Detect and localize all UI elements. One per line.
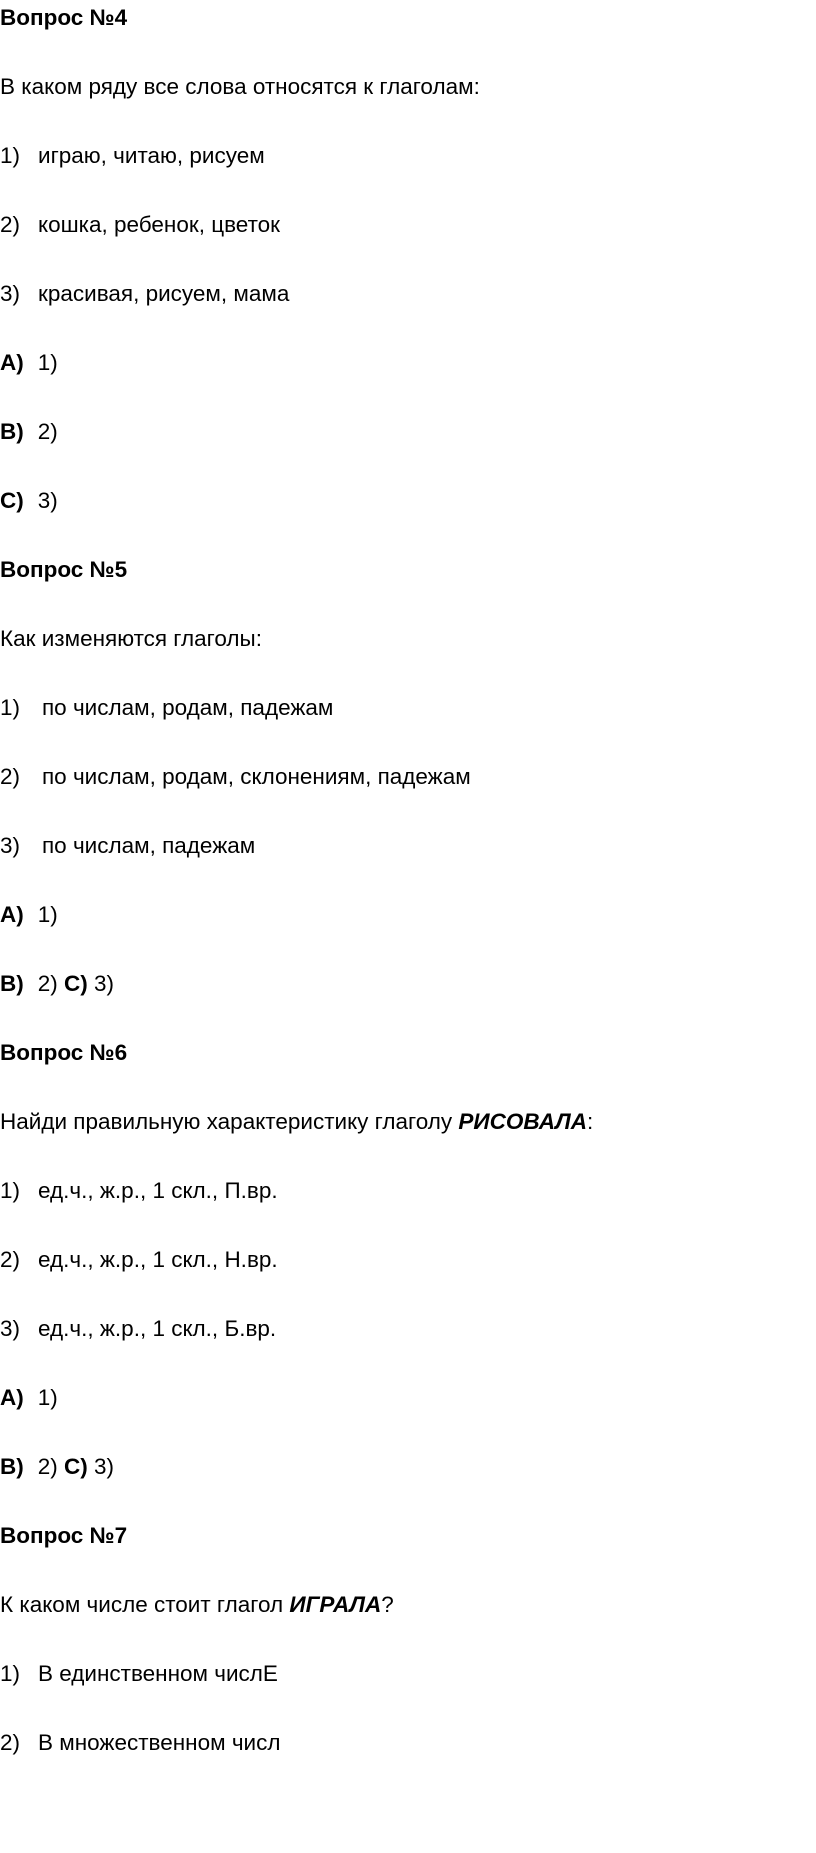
answer-value: 3): [94, 971, 115, 996]
question-5-option-1: [0, 693, 333, 723]
answer-letter: А): [0, 1385, 24, 1410]
answer-value: 1): [37, 350, 58, 375]
answer-value: 2): [37, 1454, 58, 1479]
question-7-option-1: [0, 1659, 278, 1689]
answer-letter: С): [64, 1454, 88, 1479]
prompt-text: К каком числе стоит глагол: [0, 1592, 290, 1617]
option-number: 3): [0, 1316, 21, 1341]
option-number: 2): [0, 1730, 21, 1755]
option-text: ед.ч., ж.р., 1 скл., Н.вр.: [38, 1247, 278, 1272]
option-text: по числам, родам, падежам: [42, 695, 334, 720]
question-5-answer-a: [0, 900, 58, 930]
question-6-option-2: [0, 1245, 278, 1275]
answer-value: 3): [94, 1454, 115, 1479]
question-6-answer-a: [0, 1383, 58, 1413]
answer-letter: А): [0, 902, 24, 927]
answer-letter: В): [0, 419, 24, 444]
question-4-option-3: [0, 279, 289, 309]
answer-value: 2): [37, 419, 58, 444]
prompt-text: Найди правильную характеристику глаголу: [0, 1109, 459, 1134]
answer-letter: В): [0, 1454, 24, 1479]
option-text: кошка, ребенок, цветок: [38, 212, 280, 237]
option-text: В множественном числ: [38, 1730, 281, 1755]
question-6-option-1: [0, 1176, 278, 1206]
option-text: ед.ч., ж.р., 1 скл., П.вр.: [38, 1178, 278, 1203]
prompt-keyword: ИГРАЛА: [289, 1592, 382, 1617]
prompt-punct: :: [586, 1109, 594, 1134]
option-text: ед.ч., ж.р., 1 скл., Б.вр.: [38, 1316, 277, 1341]
question-7-prompt: [0, 1590, 394, 1620]
question-4-answer-b: [0, 417, 58, 447]
answer-letter: А): [0, 350, 24, 375]
prompt-punct: ?: [381, 1592, 394, 1617]
answer-letter: В): [0, 971, 24, 996]
prompt-keyword: РИСОВАЛА: [458, 1109, 587, 1134]
option-text: красивая, рисуем, мама: [38, 281, 290, 306]
answer-value: 3): [37, 488, 58, 513]
question-6-prompt: [0, 1107, 593, 1137]
question-6-option-3: [0, 1314, 276, 1344]
question-7-option-2: [0, 1728, 281, 1758]
option-text: по числам, родам, склонениям, падежам: [42, 764, 471, 789]
question-5-title: Вопрос №5: [0, 557, 128, 582]
option-number: 3): [0, 833, 21, 858]
question-6-answer-bc: [0, 1452, 114, 1482]
question-4-option-2: [0, 210, 280, 240]
answer-value: 1): [37, 1385, 58, 1410]
question-4-answer-c: [0, 486, 58, 516]
question-6-title: Вопрос №6: [0, 1040, 128, 1065]
answer-letter: С): [0, 488, 24, 513]
option-text: В единственном числЕ: [38, 1661, 278, 1686]
question-5-option-3: [0, 831, 255, 861]
question-5-answer-bc: [0, 969, 114, 999]
answer-value: 1): [37, 902, 58, 927]
answer-value: 2): [37, 971, 58, 996]
option-number: 2): [0, 764, 21, 789]
option-number: 2): [0, 1247, 21, 1272]
option-number: 1): [0, 1661, 21, 1686]
option-number: 2): [0, 212, 21, 237]
option-number: 1): [0, 143, 21, 168]
question-7-title: Вопрос №7: [0, 1523, 128, 1548]
question-4-answer-a: [0, 348, 58, 378]
option-number: 1): [0, 695, 21, 720]
question-4-title: Вопрос №4: [0, 5, 128, 30]
option-number: 1): [0, 1178, 21, 1203]
option-number: 3): [0, 281, 21, 306]
option-text: играю, читаю, рисуем: [38, 143, 265, 168]
answer-letter: С): [64, 971, 88, 996]
question-5-prompt: Как изменяются глаголы:: [0, 626, 262, 651]
question-4-option-1: [0, 141, 265, 171]
question-4-prompt: В каком ряду все слова относятся к глаголам:: [0, 74, 480, 99]
option-text: по числам, падежам: [42, 833, 256, 858]
question-5-option-2: [0, 762, 471, 792]
